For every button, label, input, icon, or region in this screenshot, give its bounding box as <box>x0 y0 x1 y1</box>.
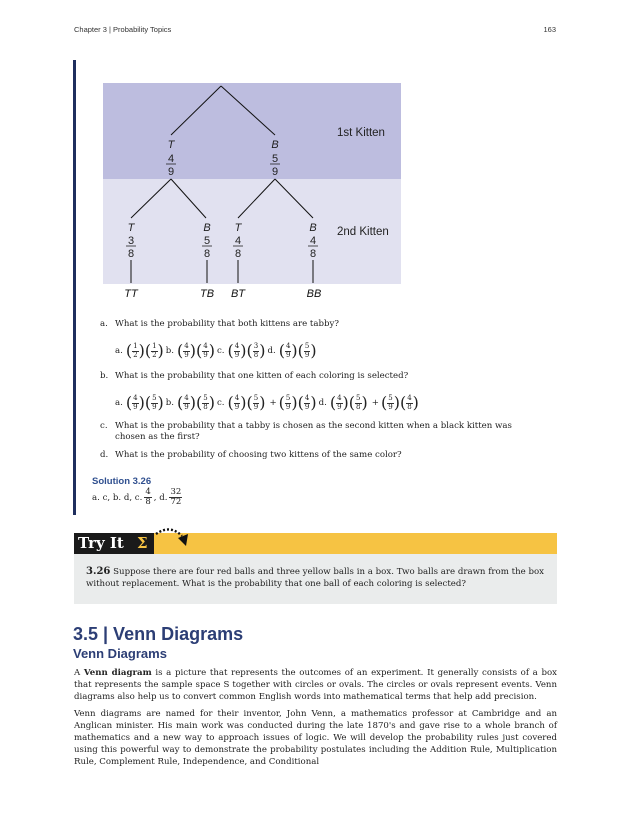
fraction-numerator: 5 <box>285 394 291 402</box>
fraction-numerator: 32 <box>170 487 182 497</box>
question-text: What is the probability that both kittens are tabby? <box>115 319 339 329</box>
fraction-numerator: 4 <box>234 342 240 350</box>
fraction-denominator: 9 <box>203 350 208 359</box>
fraction-denominator: 9 <box>388 402 393 411</box>
fraction-product <box>228 395 266 411</box>
right-paren: ) <box>412 393 419 412</box>
page-number: 163 <box>543 25 556 34</box>
fraction-numerator: 5 <box>356 394 361 402</box>
right-paren: ) <box>291 393 298 412</box>
node-numerator: 4 <box>167 153 175 165</box>
fraction-denominator: 9 <box>152 402 157 411</box>
left-paren: ( <box>227 341 234 360</box>
right-paren: ) <box>291 341 298 360</box>
fraction-numerator: 4 <box>304 394 310 402</box>
fraction-numerator: 4 <box>234 394 240 402</box>
left-paren: ( <box>144 341 152 360</box>
section-title: 3.5 | Venn Diagrams <box>73 624 244 644</box>
left-paren: ( <box>278 393 285 412</box>
fraction-denominator: 9 <box>304 402 310 411</box>
fraction-denominator: 8 <box>253 350 259 359</box>
fraction-product <box>126 395 164 411</box>
left-paren: ( <box>399 393 407 412</box>
left-paren: ( <box>177 341 184 360</box>
solution-title: Solution 3.26 <box>92 476 152 487</box>
sigma-icon: Σ <box>137 534 148 552</box>
fraction-numerator: 4 <box>203 342 208 350</box>
fraction-numerator: 4 <box>184 342 189 350</box>
question-label: d. <box>100 450 109 460</box>
node-name: T <box>167 139 175 151</box>
choice-label: d. <box>318 398 327 408</box>
fraction-denominator: 9 <box>184 350 189 359</box>
left-paren: ( <box>297 393 304 412</box>
solution-separator: , d. <box>153 492 168 503</box>
right-paren: ) <box>259 393 266 412</box>
right-paren: ) <box>393 393 400 412</box>
left-paren: ( <box>227 393 234 412</box>
solution-body <box>92 488 184 507</box>
fraction-product <box>177 395 215 411</box>
paragraph-venn-history: Venn diagrams are named for their inventor, John Venn, a mathematics professor at Cambridge and an Anglican minister. His main work was conducted during the late 1870's and gave rise to a whole branch of mathematics and a new way to approach issues of logic. We will develop the probability rules just covered using this powerful way to demonstrate the probability postulates including the Addition Rule, Multiplication Rule, Complement Rule, Independence, and Conditional <box>74 709 557 767</box>
right-paren: ) <box>208 341 215 360</box>
fraction-product <box>279 343 317 359</box>
question-text: What is the probability of choosing two kittens of the same color? <box>115 450 402 460</box>
node-numerator: 4 <box>309 235 317 247</box>
solution-fraction-c <box>144 488 151 507</box>
paragraph-venn-definition <box>74 667 557 703</box>
fraction-denominator: 8 <box>407 402 412 411</box>
fraction-numerator: 4 <box>337 394 342 402</box>
fraction-denominator: 9 <box>234 402 240 411</box>
choice-label: b. <box>165 398 175 408</box>
fraction-numerator: 5 <box>304 342 310 350</box>
fraction-product <box>381 395 419 411</box>
fraction-numerator: 4 <box>407 394 412 402</box>
fraction-denominator: 72 <box>170 497 182 507</box>
choice-label: c. <box>216 346 225 356</box>
right-paren: ) <box>208 393 215 412</box>
fraction-denominator: 2 <box>133 350 138 359</box>
fraction-denominator: 9 <box>285 350 291 359</box>
solution-fraction-d <box>169 488 182 507</box>
right-paren: ) <box>342 393 349 412</box>
choice-label: c. <box>216 398 225 408</box>
left-paren: ( <box>348 393 356 412</box>
question-label: b. <box>100 371 109 381</box>
fraction-denominator: 9 <box>234 350 240 359</box>
curved-arrow-icon <box>152 526 194 554</box>
fraction-denominator: 9 <box>253 402 259 411</box>
fraction-numerator: 5 <box>388 394 393 402</box>
fraction-product <box>279 395 317 411</box>
right-paren: ) <box>240 341 247 360</box>
exercise-text: Suppose there are four red balls and three yellow balls in a box. Two balls are drawn from the box without replacement. What is the probability that one ball of each coloring is selected? <box>86 567 544 589</box>
try-it-exercise <box>86 566 544 590</box>
node-numerator: 4 <box>234 235 242 247</box>
fraction-numerator: 5 <box>152 394 157 402</box>
try-it-label: Try It <box>78 534 124 552</box>
plus-sign: + <box>371 398 379 408</box>
question-label: c. <box>100 421 108 431</box>
left-paren: ( <box>297 341 304 360</box>
left-paren: ( <box>125 393 133 412</box>
fraction-denominator: 9 <box>133 402 138 411</box>
choice-label: d. <box>267 346 276 356</box>
outcome-bb: BB <box>306 288 322 300</box>
paragraph-text: is a picture that represents the outcomes of an experiment. It generally consists of a box that represents the sample space S together with circles or ovals. The circles or ovals represent events. Venn diagrams also help us to convert common English words into mathematical terms that help add precision. <box>74 668 557 702</box>
right-paren: ) <box>157 393 164 412</box>
outcome-bt: BT <box>230 288 246 300</box>
right-paren: ) <box>310 393 317 412</box>
node-denominator: 9 <box>271 166 279 178</box>
first-kitten-label: 1st Kitten <box>337 127 385 139</box>
left-paren: ( <box>380 393 388 412</box>
fraction-product <box>330 395 368 411</box>
fraction-denominator: 2 <box>152 350 157 359</box>
right-paren: ) <box>240 393 247 412</box>
right-paren: ) <box>259 341 266 360</box>
running-header-chapter: Chapter 3 | Probability Topics <box>74 25 172 34</box>
node-name: B <box>271 139 279 151</box>
paragraph-text: A <box>74 668 84 678</box>
fraction-product <box>177 343 215 359</box>
node-denominator: 8 <box>127 248 135 260</box>
left-paren: ( <box>177 393 184 412</box>
node-name: T <box>234 222 242 234</box>
left-paren: ( <box>278 341 285 360</box>
left-paren: ( <box>144 393 152 412</box>
section-subtitle: Venn Diagrams <box>73 646 167 661</box>
fraction-numerator: 1 <box>152 342 157 350</box>
plus-sign: + <box>269 398 277 408</box>
question-text: What is the probability that one kitten of each coloring is selected? <box>115 371 409 381</box>
left-paren: ( <box>196 393 203 412</box>
fraction-denominator: 8 <box>203 402 208 411</box>
tree-diagram <box>103 83 401 300</box>
fraction-denominator: 9 <box>184 402 189 411</box>
node-numerator: 3 <box>127 235 135 247</box>
node-denominator: 8 <box>234 248 242 260</box>
fraction-denominator: 9 <box>304 350 310 359</box>
right-paren: ) <box>310 341 317 360</box>
fraction-numerator: 5 <box>203 394 208 402</box>
fraction-denominator: 8 <box>356 402 361 411</box>
term-venn-diagram: Venn diagram <box>83 668 152 678</box>
fraction-numerator: 4 <box>133 394 138 402</box>
choice-label: a. <box>115 398 123 408</box>
solution-text: a. c, b. d, c. <box>92 492 143 503</box>
left-paren: ( <box>196 341 203 360</box>
fraction-numerator: 4 <box>184 394 189 402</box>
left-paren: ( <box>246 341 253 360</box>
node-name: T <box>127 222 135 234</box>
fraction-numerator: 5 <box>253 394 259 402</box>
fraction-product <box>126 343 164 359</box>
fraction-numerator: 4 <box>285 342 291 350</box>
fraction-product <box>228 343 266 359</box>
right-paren: ) <box>189 393 196 412</box>
fraction-numerator: 4 <box>145 487 151 497</box>
fraction-denominator: 8 <box>145 497 151 507</box>
exercise-number: 3.26 <box>86 566 111 577</box>
left-paren: ( <box>329 393 337 412</box>
question-label: a. <box>100 319 108 329</box>
choice-label: b. <box>165 346 175 356</box>
choice-label: a. <box>115 346 123 356</box>
outcome-tb: TB <box>199 288 215 300</box>
fraction-denominator: 9 <box>337 402 342 411</box>
left-paren: ( <box>246 393 253 412</box>
example-sidebar-rule <box>73 60 76 515</box>
second-kitten-label: 2nd Kitten <box>337 226 389 238</box>
left-paren: ( <box>125 341 133 360</box>
node-denominator: 9 <box>167 166 175 178</box>
right-paren: ) <box>157 341 164 360</box>
answer-choices-a <box>115 343 319 359</box>
node-name: B <box>203 222 211 234</box>
fraction-numerator: 1 <box>133 342 138 350</box>
right-paren: ) <box>138 341 145 360</box>
node-denominator: 8 <box>203 248 211 260</box>
fraction-denominator: 9 <box>285 402 291 411</box>
question-text: What is the probability that a tabby is chosen as the second kitten when a black kitten was chosen as the first? <box>115 421 512 442</box>
right-paren: ) <box>138 393 145 412</box>
node-numerator: 5 <box>271 153 279 165</box>
node-numerator: 5 <box>203 235 211 247</box>
outcome-tt: TT <box>124 288 138 300</box>
answer-choices-b <box>115 395 421 411</box>
right-paren: ) <box>361 393 368 412</box>
fraction-numerator: 3 <box>253 342 259 350</box>
right-paren: ) <box>189 341 196 360</box>
try-it-box <box>74 554 557 604</box>
node-name: B <box>309 222 317 234</box>
node-denominator: 8 <box>309 248 317 260</box>
